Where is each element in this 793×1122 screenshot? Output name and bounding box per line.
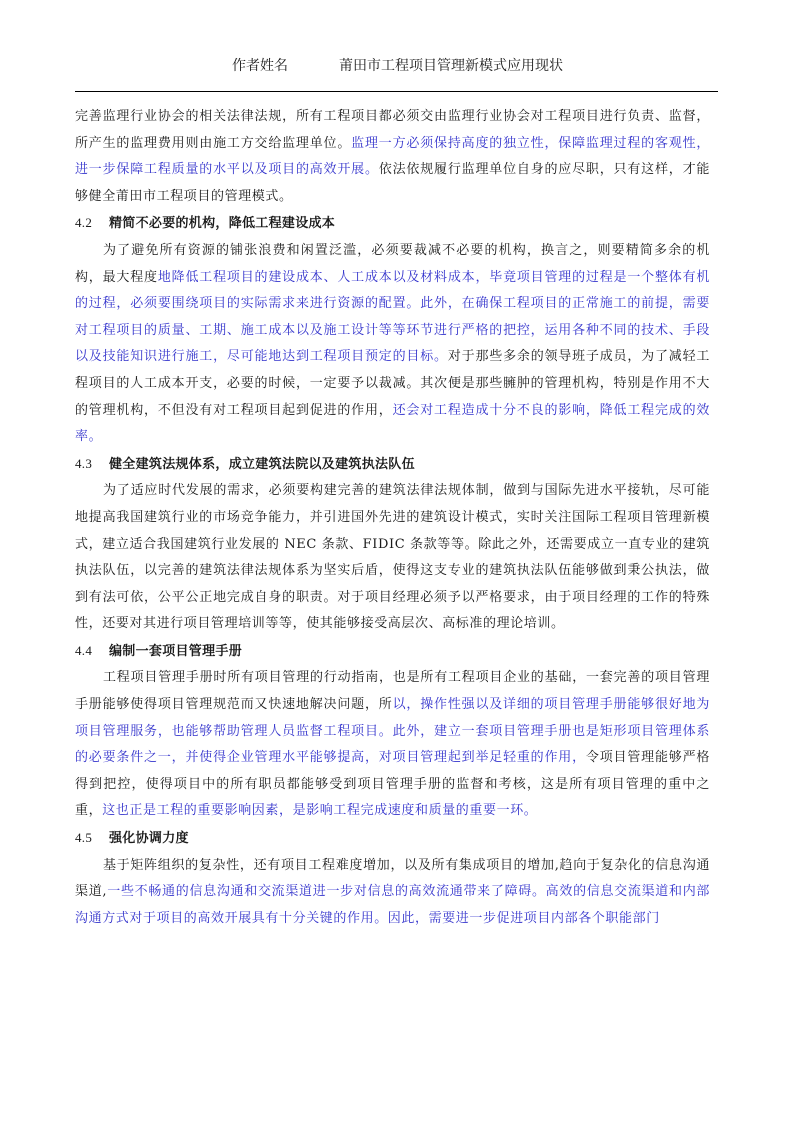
body-text: 令项目管理能够严格得到把控，使得项目中的所有职员都能够受到项目管理手册的监督和考核，这是所有项目管理的重中之重， <box>75 750 710 819</box>
body-paragraph <box>75 665 710 825</box>
page-header <box>0 55 793 77</box>
body-text: 完善监理行业协会的相关法律法规，所有工程项目都必须交由监理行业协会对工程项目进行负责、监督，所产生的监理费用则由施工方交给监理单位。 <box>75 109 710 151</box>
body-paragraph <box>75 104 710 210</box>
highlighted-text: 监理一方必须保持高度的独立性，保障监理过程的客观性，进一步保障工程质量的水平以及项目的高效开展。 <box>75 135 710 178</box>
body-text: 基于矩阵组织的复杂性，还有项目工程难度增加，以及所有集成项目的增加,趋向于复杂化的信息沟通渠道, <box>75 857 710 900</box>
section-heading <box>75 451 710 479</box>
highlighted-text: 地降低工程项目的建设成本、人工成本以及材料成本，毕竟项目管理的过程是一个整体有机的过程，必须要围绕项目的实际需求来进行资源的配置。此外，在确保工程项目的正常施工的前提，需要对工程项目的质量、工期、施工成本以及施工设计等等环节进行严格的把控，运用各种不同的技术、手段以及技能知识进行施工，尽可能地达到工程项目预定的目标。 <box>75 269 710 365</box>
section-title: 精简不必要的机构，降低工程建设成本 <box>109 216 336 232</box>
section-title: 健全建筑法规体系，成立建筑法院以及建筑执法队伍 <box>109 456 415 472</box>
header-rule <box>75 91 718 92</box>
section-number: 4.4 <box>75 642 93 658</box>
highlighted-text: 这也正是工程的重要影响因素，是影响工程完成速度和质量的重要一环。 <box>102 803 538 819</box>
body-text: 为了适应时代发展的需求，必须要构建完善的建筑法律法规体制，做到与国际先进水平接轨，尽可能地提高我国建筑行业的市场竞争能力，并引进国外先进的建筑设计模式，实时关注国际工程项目管理新模式，建立适合我国建筑行业发展的 NEC 条款、FIDIC 条款等等。除此之外，还需要成立一直专业的建筑执法队伍，以完善的建筑法律法规体系为坚实后盾，使得这支专业的建筑执法队伍能够做到秉公执法，做到有法可依，公平公正地完成自身的职责。对于项目经理必须予以严格要求，由于项目经理的工作的特殊性，还要对其进行项目管理培训等等，使其能够接受高层次、高标准的理论培训。 <box>75 483 711 632</box>
section-title: 强化协调力度 <box>109 831 189 847</box>
section-heading <box>75 210 710 238</box>
section-number: 4.2 <box>75 215 93 231</box>
highlighted-text: 以，操作性强以及详细的项目管理手册能够很好地为项目管理服务，也能够帮助管理人员监督工程项目。此外，建立一套项目管理手册也是矩形项目管理体系的必要条件之一，并使得企业管理水平能够提高，对项目管理起到举足轻重的作用， <box>75 697 710 766</box>
section-number: 4.3 <box>75 455 93 471</box>
header-title: 莆田市工程项目管理新模式应用现状 <box>339 58 563 74</box>
header-author: 作者姓名 <box>232 58 288 74</box>
body-text: 依法依规履行监理单位自身的应尽职，只有这样，才能够健全莆田市工程项目的管理模式。 <box>75 162 710 204</box>
body-paragraph <box>75 238 710 451</box>
section-number: 4.5 <box>75 830 93 846</box>
body-text: 工程项目管理手册时所有项目管理的行动指南，也是所有工程项目企业的基础，一套完善的项目管理手册能够使得项目管理规范而又快速地解决问题，所 <box>75 670 710 713</box>
body-text: 对于那些多余的领导班子成员，为了减轻工程项目的人工成本开支，必要的时候，一定要予以裁减。其次便是那些臃肿的管理机构，特别是作用不大的管理机构，不但没有对工程项目起到促进的作用， <box>75 349 711 418</box>
section-title: 编制一套项目管理手册 <box>109 643 243 659</box>
highlighted-text: 一些不畅通的信息沟通和交流渠道进一步对信息的高效流通带来了障碍。高效的信息交流渠道和内部沟通方式对于项目的高效开展具有十分关键的作用。因此，需要进一步促进项目内部各个职能部门 <box>75 884 710 926</box>
document-body <box>75 104 710 932</box>
body-paragraph <box>75 853 710 933</box>
section-heading <box>75 638 710 666</box>
section-heading <box>75 825 710 853</box>
body-paragraph <box>75 478 710 638</box>
highlighted-text: 还会对工程造成十分不良的影响，降低工程完成的效率。 <box>75 402 710 445</box>
body-text: 为了避免所有资源的铺张浪费和闲置泛滥，必须要裁减不必要的机构，换言之，则要精简多余的机构，最大程度 <box>75 242 710 285</box>
